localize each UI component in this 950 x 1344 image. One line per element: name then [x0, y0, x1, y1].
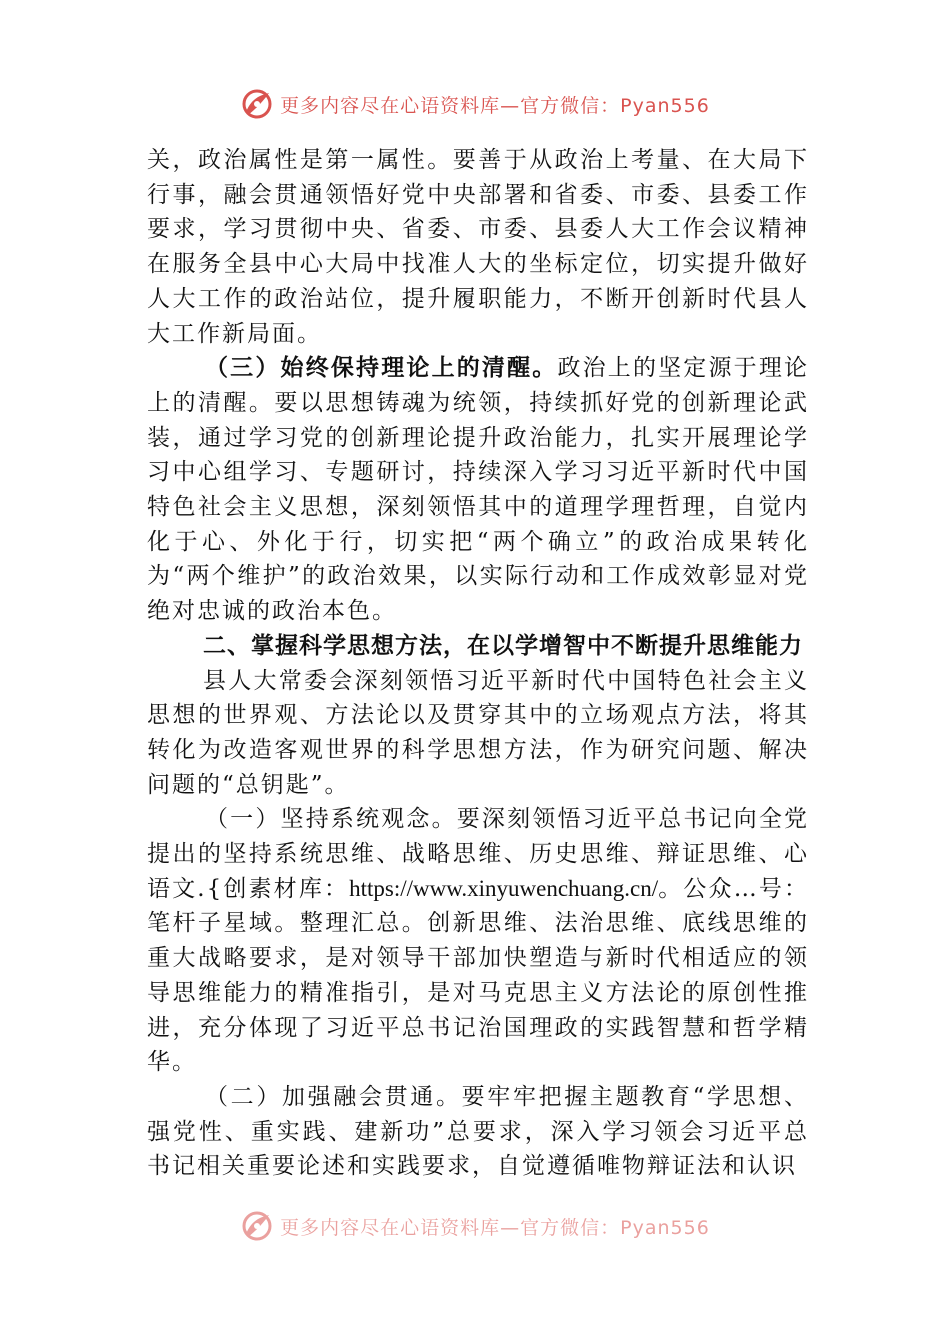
header-watermark [0, 86, 950, 122]
header-watermark-text: 更多内容尽在心语资料库—官方微信：Pyan556 [280, 94, 710, 117]
logo-icon [240, 87, 274, 121]
footer-logo-icon [240, 1209, 274, 1243]
paragraph-4-lead: （一）坚持系统观念。 [205, 806, 457, 833]
paragraph-1: 关，政治属性是第一属性。要善于从政治上考量、在大局下行事，融会贯通领悟好党中央部署和省委、市委、县委工作要求，学习贯彻中央、省委、市委、县委人大工作会议精神在服务全县中心大局中找准人大的坐标定位，切实提升做好人大工作的政治站位，提升履职能力，不断开创新时代县人大工作新局面。 [147, 147, 809, 347]
footer-watermark [0, 1208, 950, 1244]
paragraph-4-url: https://www.xinyuwenchuang.cn/ [349, 875, 659, 901]
paragraph-4-part1: 要深刻领悟习近平总书记向全党提出的坚持系统思维、战略思维、历史思维、辩证思维、心语文.{创素材库： [147, 806, 810, 902]
document-body [147, 143, 809, 1184]
paragraph-4 [147, 802, 809, 1080]
paragraph-2-body: 政治上的坚定源于理论上的清醒。要以思想铸魂为统领，持续抓好党的创新理论武装，通过学习党的创新理论提升政治能力，扎实开展理论学习中心组学习、专题研讨，持续深入学习习近平新时代中国特色社会主义思想，深刻领悟其中的道理学理哲理，自觉内化于心、外化于行，切实把“两个确立”的政治成果转化为“两个维护”的政治效果，以实际行动和工作成效彰显对党绝对忠诚的政治本色。 [147, 355, 810, 625]
paragraph-2 [147, 351, 809, 629]
paragraph-5-body: 要牢牢把握主题教育“学思想、强党性、重实践、建新功”总要求，深入学习领会习近平总书记相关重要论述和实践要求，自觉遵循唯物辩证法和认识 [147, 1083, 809, 1180]
paragraph-5-lead: （二）加强融会贯通。 [205, 1083, 462, 1110]
footer-watermark-text: 更多内容尽在心语资料库—官方微信：Pyan556 [280, 1216, 710, 1239]
paragraph-4-part2: 。公众…号：笔杆子星域。整理汇总。创新思维、法治思维、底线思维的重大战略要求，是对领导干部加快塑造与新时代相适应的领导思维能力的精准指引，是对马克思主义方法论的原创性推进，充分体现了习近平总书记治国理政的实践智慧和哲学精华。 [147, 875, 809, 1076]
paragraph-2-lead: （三）始终保持理论上的清醒。 [205, 354, 558, 382]
paragraph-5 [147, 1080, 809, 1184]
paragraph-3: 县人大常委会深刻领悟习近平新时代中国特色社会主义思想的世界观、方法论以及贯穿其中的立场观点方法，将其转化为改造客观世界的科学思想方法，作为研究问题、解决问题的“总钥匙”。 [147, 667, 809, 798]
section-heading-2: 二、掌握科学思想方法，在以学增智中不断提升思维能力 [203, 632, 803, 659]
